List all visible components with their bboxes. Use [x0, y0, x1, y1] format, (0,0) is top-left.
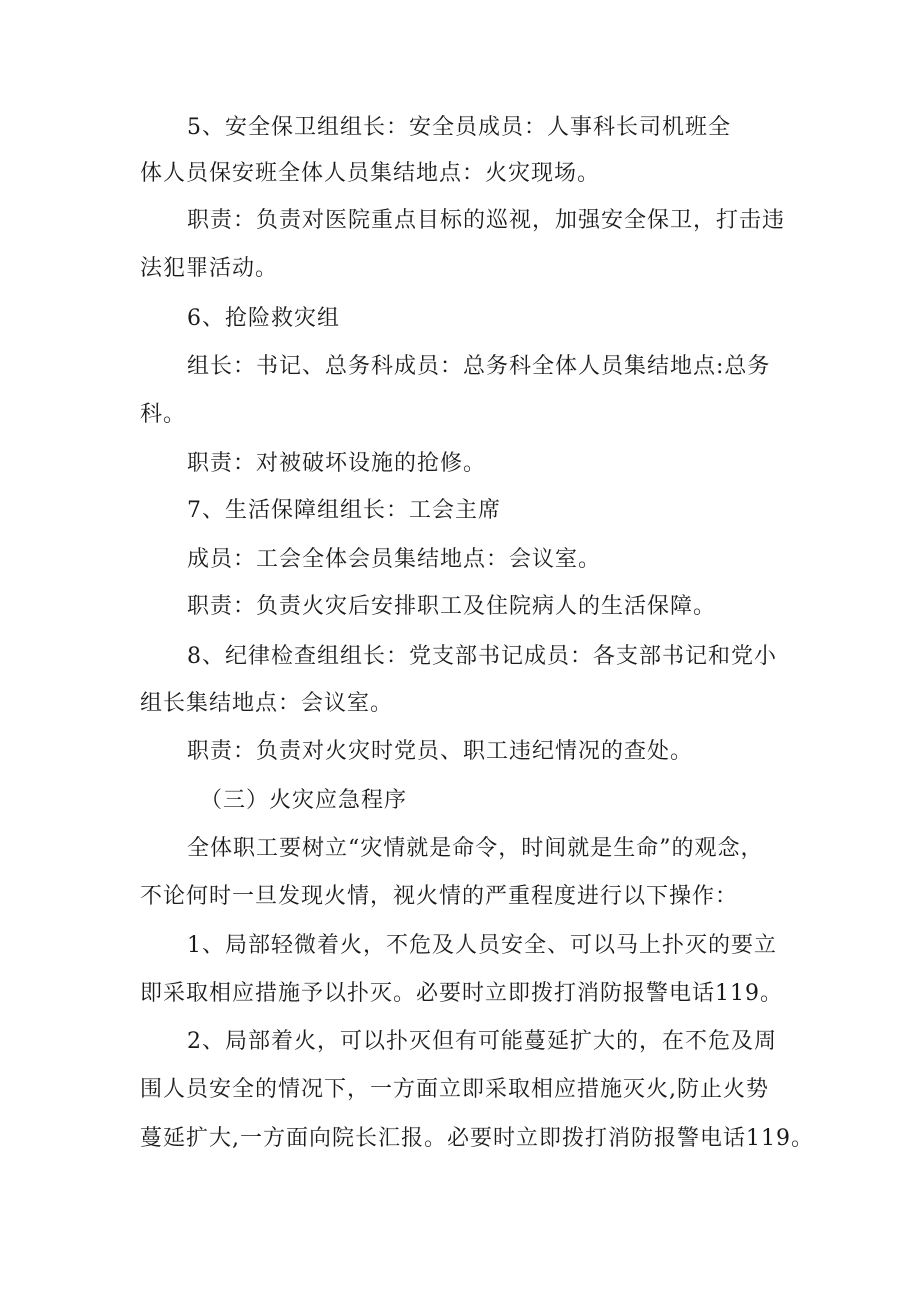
text-line: 职责：负责对医院重点目标的巡视，加强安全保卫，打击违: [187, 208, 786, 233]
text-line: 组长集结地点：会议室。: [140, 691, 394, 716]
text-line: 6、抢险救灾组: [187, 306, 340, 331]
text-line: 全体职工要树立“灾情就是命令，时间就是生命”的观念，: [187, 836, 764, 861]
text-line: 不论何时一旦发现火情，视火情的严重程度进行以下操作：: [140, 884, 739, 909]
text-line: 5、安全保卫组组长：安全员成员：人事科长司机班全: [187, 115, 731, 140]
text-line: 体人员保安班全体人员集结地点：火灾现场。: [140, 161, 601, 186]
text-line: 科。: [140, 402, 187, 427]
text-line: 围人员安全的情况下，一方面立即采取相应措施灭火,防止火势: [140, 1077, 769, 1102]
text-line: 职责：负责火灾后安排职工及住院病人的生活保障。: [187, 594, 717, 619]
text-line: 即采取相应措施予以扑灭。必要时立即拨打消防报警电话119。: [140, 981, 783, 1006]
text-line: 蔓延扩大,一方面向院长汇报。必要时立即拨打消防报警电话119。: [140, 1126, 814, 1151]
text-line: 7、生活保障组组长：工会主席: [187, 498, 501, 523]
text-line: 职责：负责对火灾时党员、职工违纪情况的查处。: [187, 739, 694, 764]
text-line: 法犯罪活动。: [140, 256, 279, 281]
text-line: 职责：对被破坏设施的抢修。: [187, 451, 487, 476]
text-line: 1、局部轻微着火，不危及人员安全、可以马上扑灭的要立: [187, 933, 777, 958]
text-line: 组长：书记、总务科成员：总务科全体人员集结地点:总务: [187, 354, 771, 379]
text-line: 8、纪律检查组组长：党支部书记成员：各支部书记和党小: [187, 644, 777, 669]
text-line: 成员：工会全体会员集结地点：会议室。: [187, 547, 602, 572]
text-line: 2、局部着火，可以扑灭但有可能蔓延扩大的，在不危及周: [187, 1029, 777, 1054]
section-heading: （三）火灾应急程序: [200, 788, 408, 813]
